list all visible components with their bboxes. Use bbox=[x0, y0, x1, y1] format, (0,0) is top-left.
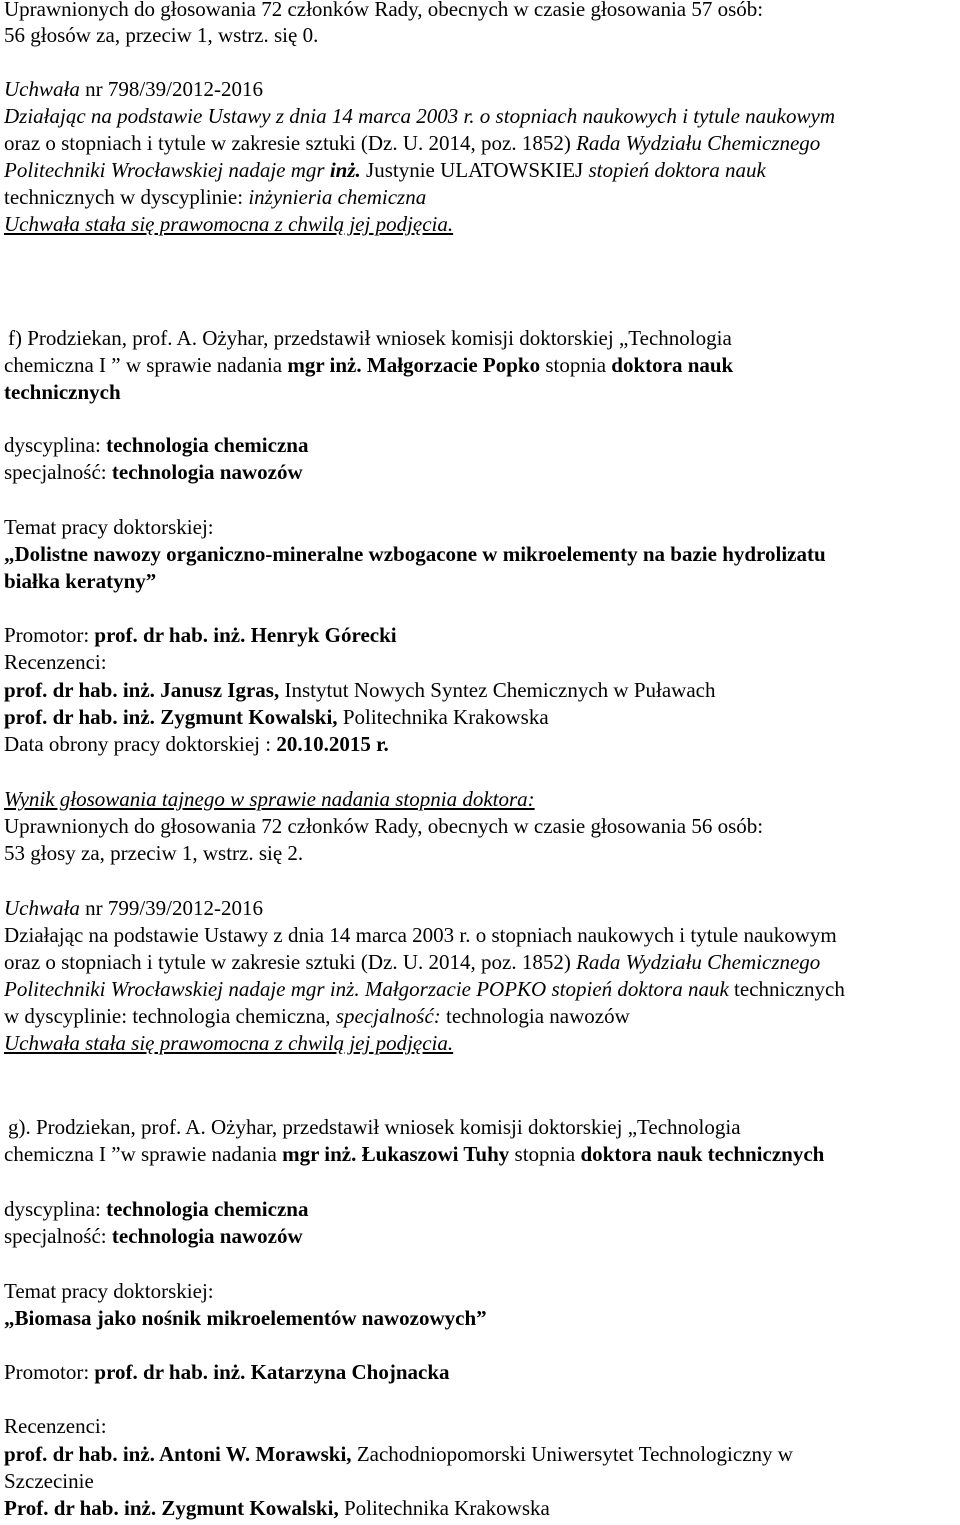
thesis-label: Temat pracy doktorskiej: bbox=[4, 1279, 214, 1303]
resolution-798-text bbox=[4, 130, 956, 156]
resolution-799-title bbox=[4, 895, 956, 921]
vote-result-line: Uprawnionych do głosowania 72 członków Rady, obecnych w czasie głosowania 56 osób: bbox=[4, 814, 764, 838]
defense-date-line bbox=[4, 731, 956, 757]
resolution-799-text bbox=[4, 949, 956, 975]
text-span: Rada Wydziału Chemicznego bbox=[576, 131, 821, 155]
thesis-title: białka keratyny” bbox=[4, 569, 157, 593]
resolution-word: Uchwała bbox=[4, 896, 80, 920]
resolution-799-text bbox=[4, 976, 956, 1002]
resolution-799-text: Działając na podstawie Ustawy z dnia 14 marca 2003 r. o stopniach naukowych i tytule naukowym bbox=[4, 923, 837, 947]
label: Data obrony pracy doktorskiej : bbox=[4, 732, 277, 756]
label: dyscyplina: bbox=[4, 1197, 107, 1221]
item-g-intro: g). Prodziekan, prof. A. Ożyhar, przedstawił wniosek komisji doktorskiej „Technologia bbox=[8, 1115, 741, 1139]
vote-result-line: 56 głosów za, przeciw 1, wstrz. się 0. bbox=[4, 23, 319, 47]
reviewers-label: Recenzenci: bbox=[4, 650, 107, 674]
resolution-number: nr 799/39/2012-2016 bbox=[79, 896, 263, 920]
label: dyscyplina: bbox=[4, 433, 107, 457]
vote-result-line: Uprawnionych do głosowania 72 członków Rady, obecnych w czasie głosowania 57 osób: bbox=[4, 0, 764, 21]
promoter-line bbox=[4, 1359, 956, 1385]
text-span: w dyscyplinie: technologia chemiczna, bbox=[4, 1004, 336, 1028]
text-span: stopnia bbox=[540, 353, 612, 377]
item-f-intro: f) Prodziekan, prof. A. Ożyhar, przedstawił wniosek komisji doktorskiej „Technologia bbox=[8, 326, 732, 350]
text-span: technicznych bbox=[728, 977, 845, 1001]
text-span: chemiczna I ”w sprawie nadania bbox=[4, 1142, 283, 1166]
value: technologia nawozów bbox=[111, 460, 303, 484]
resolution-798-title bbox=[4, 76, 956, 102]
text-span: prof. dr hab. inż. bbox=[4, 678, 155, 702]
resolution-word: Uchwała bbox=[4, 77, 80, 101]
text-span: stopień doktora nauk bbox=[588, 158, 766, 182]
text-span: technicznych w dyscyplinie: bbox=[4, 185, 249, 209]
reviewer-line bbox=[4, 1495, 956, 1521]
text-span: doktora nauk technicznych bbox=[580, 1142, 825, 1166]
text-span: inż. bbox=[329, 158, 361, 182]
reviewer-line: Szczecinie bbox=[4, 1469, 94, 1493]
promoter-line bbox=[4, 622, 956, 648]
text-span: oraz o stopniach i tytule w zakresie sztuki (Dz. U. 2014, poz. 1852) bbox=[4, 131, 577, 155]
label: specjalność: bbox=[4, 1224, 112, 1248]
text-span: Zachodniopomorski Uniwersytet Technologiczny w bbox=[351, 1442, 793, 1466]
text-span: Prof. dr hab. inż. Zygmunt Kowalski, bbox=[4, 1496, 339, 1520]
text-span: Politechniki Wrocławskiej nadaje mgr bbox=[4, 158, 330, 182]
text-span: Rada Wydziału Chemicznego bbox=[576, 950, 821, 974]
text-span: technologia nawozów bbox=[440, 1004, 630, 1028]
text-span: Politechnika Krakowska bbox=[338, 1496, 550, 1520]
text-span: Politechnika Krakowska bbox=[337, 705, 549, 729]
text-span: mgr inż. bbox=[287, 353, 362, 377]
text-span: Instytut Nowych Syntez Chemicznych w Puławach bbox=[279, 678, 716, 702]
item-f-intro: technicznych bbox=[4, 380, 121, 404]
text-span: Janusz Igras, bbox=[154, 678, 280, 702]
specialty-line bbox=[4, 1223, 956, 1249]
text-span: Zygmunt Kowalski, bbox=[154, 705, 338, 729]
text-span: prof. dr hab. inż. Antoni W. Morawski, bbox=[4, 1442, 352, 1466]
text-span: inżynieria chemiczna bbox=[248, 185, 427, 209]
reviewers-label: Recenzenci: bbox=[4, 1414, 107, 1438]
resolution-798-text bbox=[4, 157, 956, 183]
discipline-line bbox=[4, 432, 956, 458]
text-span: doktora nauk bbox=[611, 353, 734, 377]
label: specjalność: bbox=[4, 460, 112, 484]
thesis-title: „Biomasa jako nośnik mikroelementów nawozowych” bbox=[4, 1306, 487, 1330]
value: technologia chemiczna bbox=[106, 1197, 309, 1221]
vote-result-line: 53 głosy za, przeciw 1, wstrz. się 2. bbox=[4, 841, 304, 865]
text-span: Politechniki Wrocławskiej nadaje mgr inż. Małgorzacie POPKO stopień doktora nauk bbox=[4, 977, 729, 1001]
value: prof. dr hab. inż. Henryk Górecki bbox=[94, 623, 397, 647]
value: 20.10.2015 r. bbox=[276, 732, 389, 756]
reviewer-line bbox=[4, 704, 956, 730]
discipline-line bbox=[4, 1196, 956, 1222]
value: technologia nawozów bbox=[111, 1224, 303, 1248]
text-span: specjalność: bbox=[335, 1004, 441, 1028]
vote-header: Wynik głosowania tajnego w sprawie nadania stopnia doktora: bbox=[4, 787, 535, 811]
text-span: mgr inż. Łukaszowi Tuhy bbox=[282, 1142, 510, 1166]
value: prof. dr hab. inż. Katarzyna Chojnacka bbox=[94, 1360, 450, 1384]
thesis-label: Temat pracy doktorskiej: bbox=[4, 515, 214, 539]
resolution-798-validity: Uchwała stała się prawomocna z chwilą jej podjęcia. bbox=[4, 212, 454, 236]
resolution-799-text bbox=[4, 1003, 956, 1029]
resolution-798-text bbox=[4, 184, 956, 210]
specialty-line bbox=[4, 459, 956, 485]
label: Promotor: bbox=[4, 623, 95, 647]
text-span: chemiczna I ” w sprawie nadania bbox=[4, 353, 288, 377]
label: Promotor: bbox=[4, 1360, 95, 1384]
candidate-name: Małgorzacie bbox=[366, 353, 478, 377]
reviewer-line bbox=[4, 677, 956, 703]
reviewer-line bbox=[4, 1441, 956, 1467]
resolution-799-validity: Uchwała stała się prawomocna z chwilą jej podjęcia. bbox=[4, 1031, 454, 1055]
thesis-title: „Dolistne nawozy organiczno-mineralne wzbogacone w mikroelementy na bazie hydrolizatu bbox=[4, 542, 826, 566]
resolution-798-text: Działając na podstawie Ustawy z dnia 14 marca 2003 r. o stopniach naukowych i tytule naukowym bbox=[4, 104, 835, 128]
text-span: oraz o stopniach i tytule w zakresie sztuki (Dz. U. 2014, poz. 1852) bbox=[4, 950, 577, 974]
text-span: Justynie ULATOWSKIEJ bbox=[360, 158, 589, 182]
item-g-intro bbox=[4, 1141, 956, 1167]
text-span: stopnia bbox=[509, 1142, 581, 1166]
candidate-surname: Popko bbox=[482, 353, 541, 377]
value: technologia chemiczna bbox=[106, 433, 309, 457]
text-span: prof. dr hab. inż. bbox=[4, 705, 155, 729]
item-f-intro bbox=[4, 352, 956, 378]
resolution-number: nr 798/39/2012-2016 bbox=[79, 77, 263, 101]
